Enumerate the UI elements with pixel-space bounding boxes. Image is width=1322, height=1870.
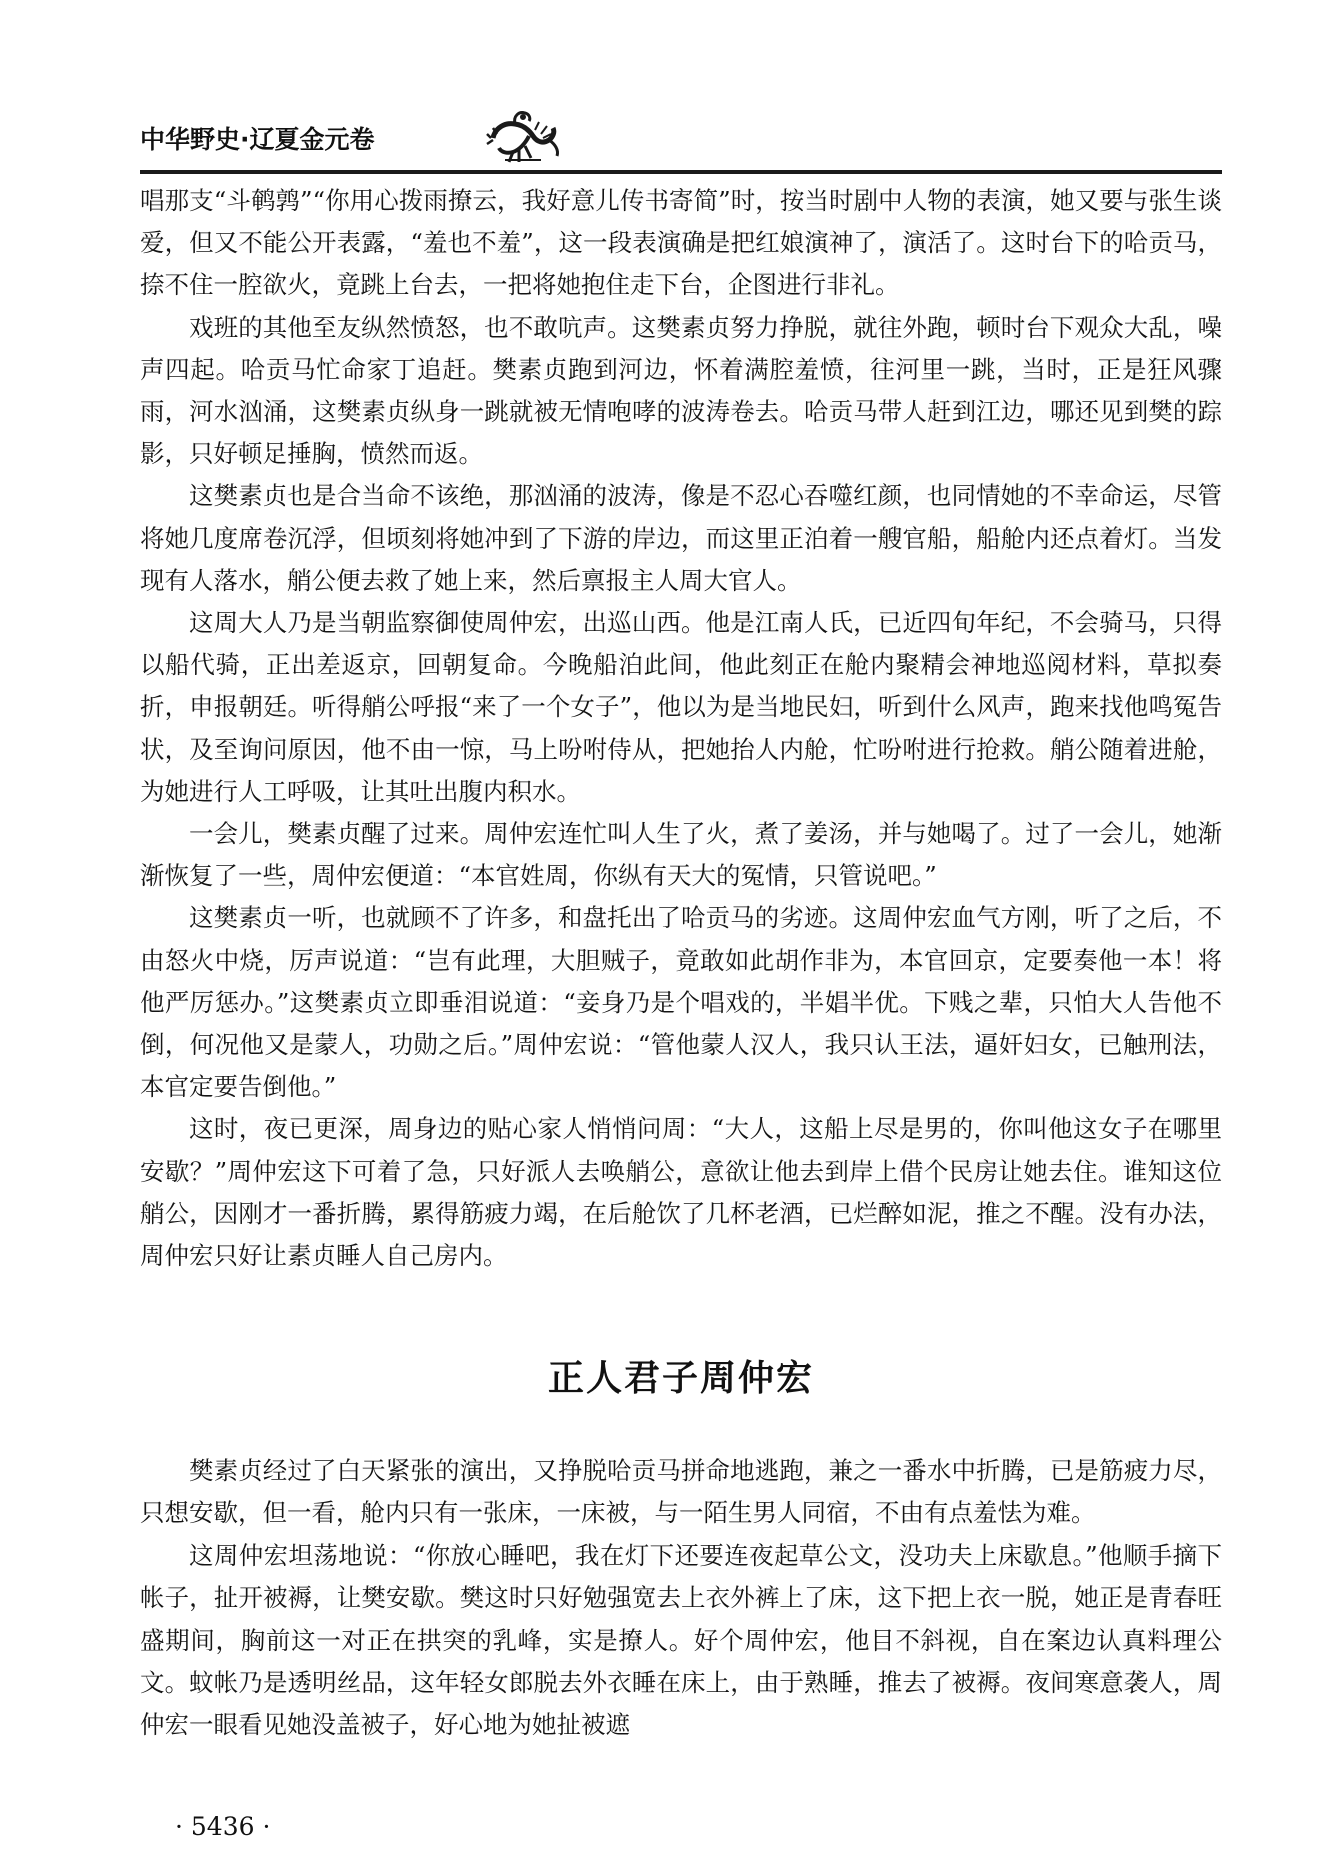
paragraph: 这周大人乃是当朝监察御使周仲宏，出巡山西。他是江南人氏，已近四旬年纪，不会骑马，只得以船代骑，正出差返京，回朝复命。今晚船泊此间，他此刻正在舱内聚精会神地巡阅材料，草拟奏折，申报朝廷。听得艄公呼报“来了一个女子”，他以为是当地民妇，听到什么风声，跑来找他鸣冤告状，及至询问原因，他不由一惊，马上吩咐侍从，把她抬人内舱，忙吩咐进行抢救。艄公随着进舱，为她进行人工呼吸，让其吐出腹内积水。	[140, 608, 1222, 806]
paragraph: 樊素贞经过了白天紧张的演出，又挣脱哈贡马拼命地逃跑，兼之一番水中折腾，已是筋疲力尽，只想安歇，但一看，舱内只有一张床，一床被，与一陌生男人同宿，不由有点羞怯为难。	[140, 1456, 1222, 1528]
header-rule	[140, 170, 1222, 174]
paragraph: 这周仲宏坦荡地说：“你放心睡吧，我在灯下还要连夜起草公文，没功夫上床歇息。”他顺手摘下帐子，扯开被褥，让樊安歇。樊这时只好勉强宽去上衣外裤上了床，这下把上衣一脱，她正是青春旺盛期间，胸前这一对正在拱突的乳峰，实是撩人。好个周仲宏，他目不斜视，自在案边认真料理公文。蚊帐乃是透明丝品，这年轻女郎脱去外衣睡在床上，由于熟睡，推去了被褥。夜间寒意袭人，周仲宏一眼看见她没盖被子，好心地为她扯被遮	[140, 1540, 1222, 1740]
paragraph: 这樊素贞一听，也就顾不了许多，和盘托出了哈贡马的劣迹。这周仲宏血气方刚，听了之后，不由怒火中烧，厉声说道：“岂有此理，大胆贼子，竟敢如此胡作非为，本官回京，定要奏他一本！将他严厉惩办。”这樊素贞立即垂泪说道：“妾身乃是个唱戏的，半娼半优。下贱之辈，只怕大人告他不倒，何况他又是蒙人，功勋之后。”周仲宏说：“管他蒙人汉人，我只认王法，逼奸妇女，已触刑法，本官定要告倒他。”	[140, 903, 1222, 1102]
dragon-icon	[485, 108, 563, 166]
paragraph: 一会儿，樊素贞醒了过来。周仲宏连忙叫人生了火，煮了姜汤，并与她喝了。过了一会儿，她渐渐恢复了一些，周仲宏便道：“本官姓周，你纵有天大的冤情，只管说吧。”	[140, 819, 1222, 891]
paragraph: 这时，夜已更深，周身边的贴心家人悄悄问周：“大人，这船上尽是男的，你叫他这女子在哪里安歇？”周仲宏这下可着了急，只好派人去唤艄公，意欲让他去到岸上借个民房让她去住。谁知这位艄公，因刚才一番折腾，累得筋疲力竭，在后舱饮了几杯老酒，已烂醉如泥，推之不醒。没有办法，周仲宏只好让素贞睡人自己房内。	[140, 1114, 1222, 1271]
paragraph: 这樊素贞也是合当命不该绝，那汹涌的波涛，像是不忍心吞噬红颜，也同情她的不幸命运，尽管将她几度席卷沉浮，但顷刻将她冲到了下游的岸边，而这里正泊着一艘官船，船舱内还点着灯。当发现有人落水，艄公便去救了她上来，然后禀报主人周大官人。	[140, 481, 1222, 595]
body-text-section-2	[140, 1450, 1222, 1747]
paragraph: 唱那支“斗鹌鹑”“你用心拨雨撩云，我好意儿传书寄简”时，按当时剧中人物的表演，她又要与张生谈爱，但又不能公开表露，“羞也不羞”，这一段表演确是把红娘演神了，演活了。这时台下的哈贡马，捺不住一腔欲火，竟跳上台去，一把将她抱住走下台，企图进行非礼。	[140, 186, 1222, 300]
section-heading: 正人君子周仲宏	[547, 1358, 814, 1399]
body-text-section-1	[140, 180, 1222, 1277]
paragraph: 戏班的其他至友纵然愤怒，也不敢吭声。这樊素贞努力挣脱，就往外跑，顿时台下观众大乱，噪声四起。哈贡马忙命家丁追赶。樊素贞跑到河边，怀着满腔羞愤，往河里一跳，当时，正是狂风骤雨，河水汹涌，这樊素贞纵身一跳就被无情咆哮的波涛卷去。哈贡马带人赶到江边，哪还见到樊的踪影，只好顿足捶胸，愤然而返。	[140, 312, 1222, 469]
page-number: · 5436 ·	[175, 1812, 271, 1841]
running-header	[140, 108, 1220, 168]
running-header-title: 中华野史·辽夏金元卷	[140, 125, 375, 154]
